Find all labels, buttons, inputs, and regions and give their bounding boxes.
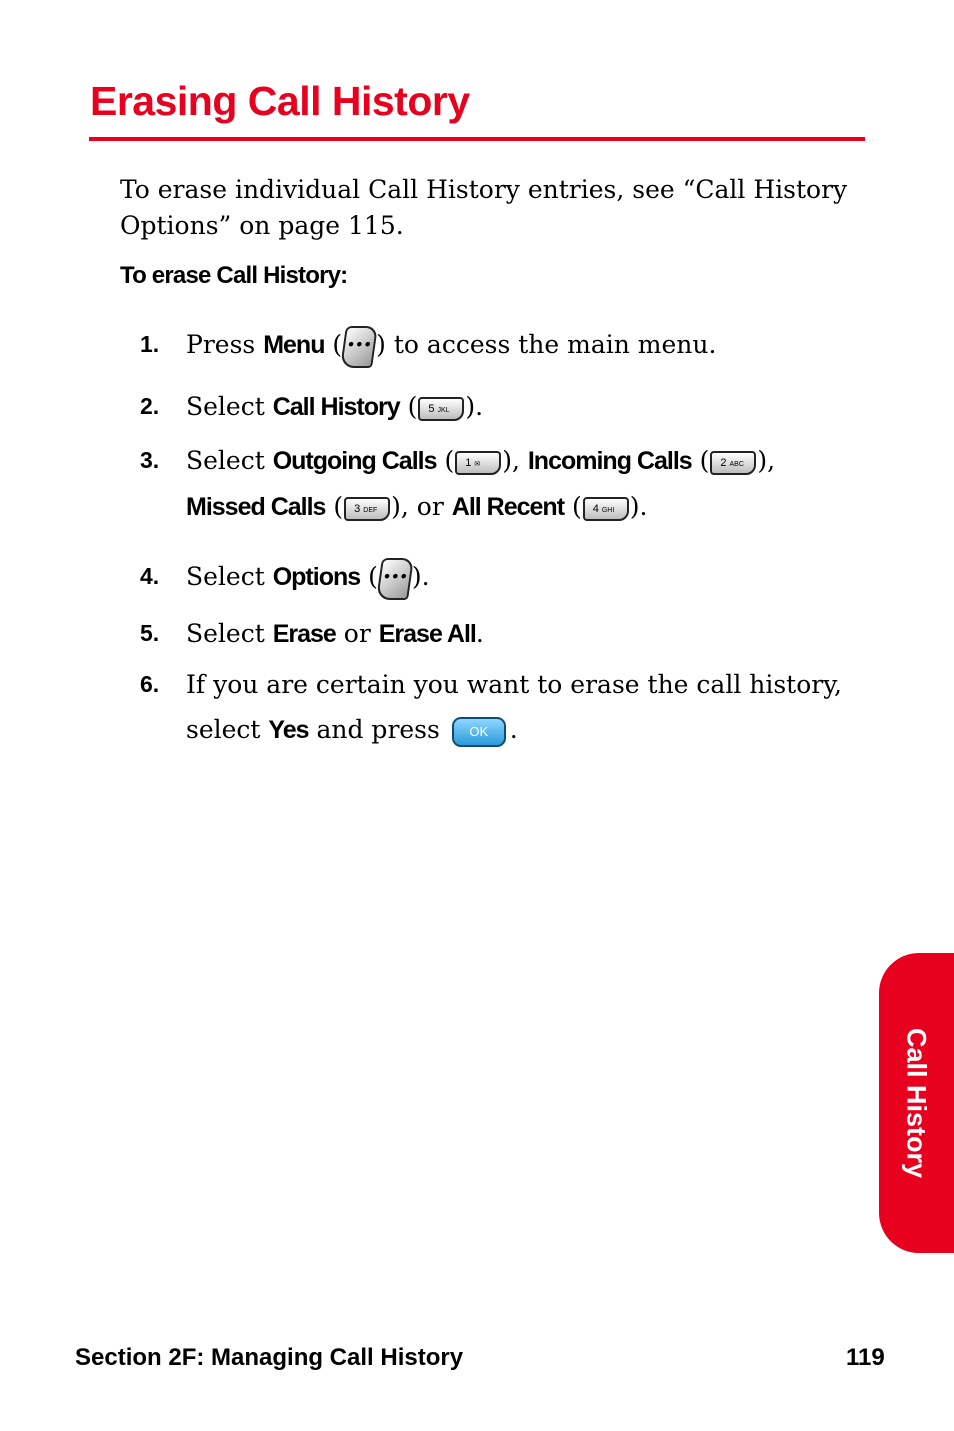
menu-softkey-icon: ••• [340,326,378,368]
step-1: 1. Press Menu ( ••• ) to access the main menu. [140,322,860,368]
menu-keyword: Menu [263,331,325,359]
page-title: Erasing Call History [90,78,470,124]
footer-section-title: Section 2F: Managing Call History [75,1344,464,1371]
intro-paragraph: To erase individual Call History entries, see “Call History Options” on page 115. [120,175,848,240]
section-tab-label: Call History [901,1027,932,1179]
incoming-calls-keyword: Incoming Calls [527,447,692,475]
key-3-icon: 3 DEF [344,497,390,521]
ok-key-icon: OK [452,717,506,747]
all-recent-keyword: All Recent [451,493,565,521]
key-5-icon: 5 JKL [418,397,464,421]
page-number: 119 [846,1344,885,1371]
key-4-icon: 4 GHI [583,497,629,521]
yes-keyword: Yes [268,716,309,744]
step-number: 1. [140,331,160,357]
step-number: 5. [140,620,160,646]
erase-keyword: Erase [272,620,336,648]
key-2-icon: 2 ABC [710,451,756,475]
step-2: 2. Select Call History ( 5 JKL ). [140,384,860,430]
step-number: 2. [140,393,160,419]
options-keyword: Options [272,563,361,591]
missed-calls-keyword: Missed Calls [186,493,326,521]
options-softkey-icon: ••• [376,558,414,600]
title-rule [89,137,865,141]
step-number: 3. [140,447,160,473]
erase-all-keyword: Erase All [378,620,476,648]
step-3: 3. Select Outgoing Calls ( 1 ✉ ), Incoming Calls ( 2 ABC ), Missed Calls ( 3 DEF ), or All Recent ( 4 GHI ). [140,438,860,530]
step-number: 4. [140,563,160,589]
call-history-keyword: Call History [272,393,400,421]
step-4: 4. Select Options ( ••• ). [140,554,860,600]
step-5: 5. Select Erase or Erase All. [140,611,860,657]
procedure-heading: To erase Call History: [120,262,348,289]
step-number: 6. [140,671,160,697]
step-6: 6. If you are certain you want to erase the call history, select Yes and press OK . [140,662,860,753]
outgoing-calls-keyword: Outgoing Calls [272,447,437,475]
key-1-icon: 1 ✉ [455,451,501,475]
